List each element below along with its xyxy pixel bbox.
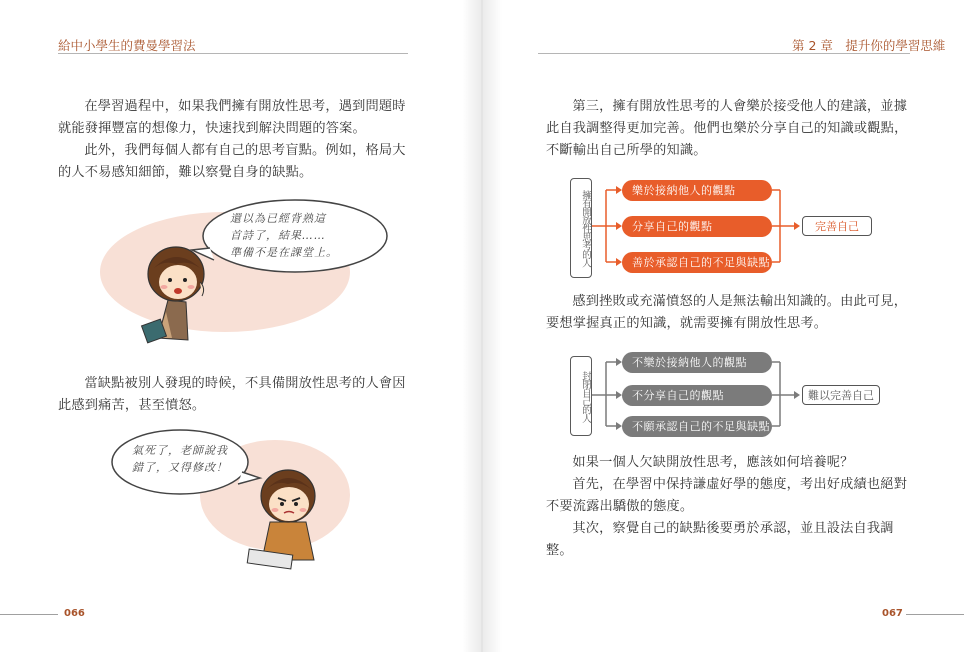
folio-rule — [906, 614, 964, 615]
bubble-line: 準備不是在課堂上。 — [230, 246, 338, 259]
result-box: 完善自己 — [802, 216, 872, 236]
header-rule — [58, 53, 408, 54]
bubble-line: 還以為已經背熟這 — [230, 212, 326, 225]
speech-bubble-text — [230, 210, 390, 261]
folio-rule — [0, 614, 58, 615]
body-text-block — [546, 291, 911, 335]
page-number: 066 — [64, 608, 85, 619]
running-header: 第 2 章 提升你的學習思維 — [792, 38, 946, 53]
paragraph: 首先，在學習中保持謙虛好學的態度，考出好成績也絕對不要流露出驕傲的態度。 — [546, 477, 908, 514]
body-text-block — [546, 96, 911, 162]
diagram-item: 樂於接納他人的觀點 — [622, 180, 772, 201]
right-page — [482, 0, 964, 652]
frustrated-boy-illustration — [110, 420, 370, 570]
diagram-item: 不分享自己的觀點 — [622, 385, 772, 406]
header-rule — [538, 53, 910, 54]
paragraph: 第三，擁有開放性思考的人會樂於接受他人的建議，並據此自我調整得更加完善。他們也樂於分享自己的知識或觀點，不斷輸出自己所學的知識。 — [546, 99, 908, 158]
body-text-block — [546, 452, 911, 562]
bubble-line: 錯了，又得修改！ — [132, 461, 228, 474]
closed-thinking-diagram — [566, 348, 886, 438]
paragraph: 感到挫敗或充滿憤怒的人是無法輸出知識的。由此可見，要想掌握真正的知識，就需要擁有開放性思考。 — [546, 294, 908, 331]
open-thinking-diagram — [566, 174, 886, 280]
paragraph: 如果一個人欠缺開放性思考，應該如何培養呢？ — [572, 455, 854, 470]
paragraph: 此外，我們每個人都有自己的思考盲點。例如，格局大的人不易感知細節，難以察覺自身的缺點。 — [58, 143, 406, 180]
source-label-box: 封閉自己的人 — [570, 356, 592, 436]
diagram-item: 分享自己的觀點 — [622, 216, 772, 237]
source-label-box: 擁有開放性思考的人 — [570, 178, 592, 278]
paragraph: 當缺點被別人發現的時候，不具備開放性思考的人會因此感到痛苦，甚至憤怒。 — [58, 376, 406, 413]
bubble-line: 首詩了，結果…… — [230, 229, 326, 242]
page-number: 067 — [882, 608, 903, 619]
paragraph: 在學習過程中，如果我們擁有開放性思考，遇到問題時就能發揮豐富的想像力，快速找到解決問題的答案。 — [58, 99, 406, 136]
result-box: 難以完善自己 — [802, 385, 880, 405]
diagram-item: 不願承認自己的不足與缺點 — [622, 416, 772, 437]
running-header: 給中小學生的費曼學習法 — [58, 38, 196, 53]
body-text-block — [58, 96, 410, 184]
speech-bubble-text — [132, 442, 262, 476]
body-text-block — [58, 373, 410, 417]
diagram-item: 不樂於接納他人的觀點 — [622, 352, 772, 373]
thinking-girl-illustration — [100, 190, 420, 350]
paragraph: 其次，察覺自己的缺點後要勇於承認，並且設法自我調整。 — [546, 521, 894, 558]
bubble-line: 氣死了，老師說我 — [132, 444, 228, 457]
diagram-item: 善於承認自己的不足與缺點 — [622, 252, 772, 273]
